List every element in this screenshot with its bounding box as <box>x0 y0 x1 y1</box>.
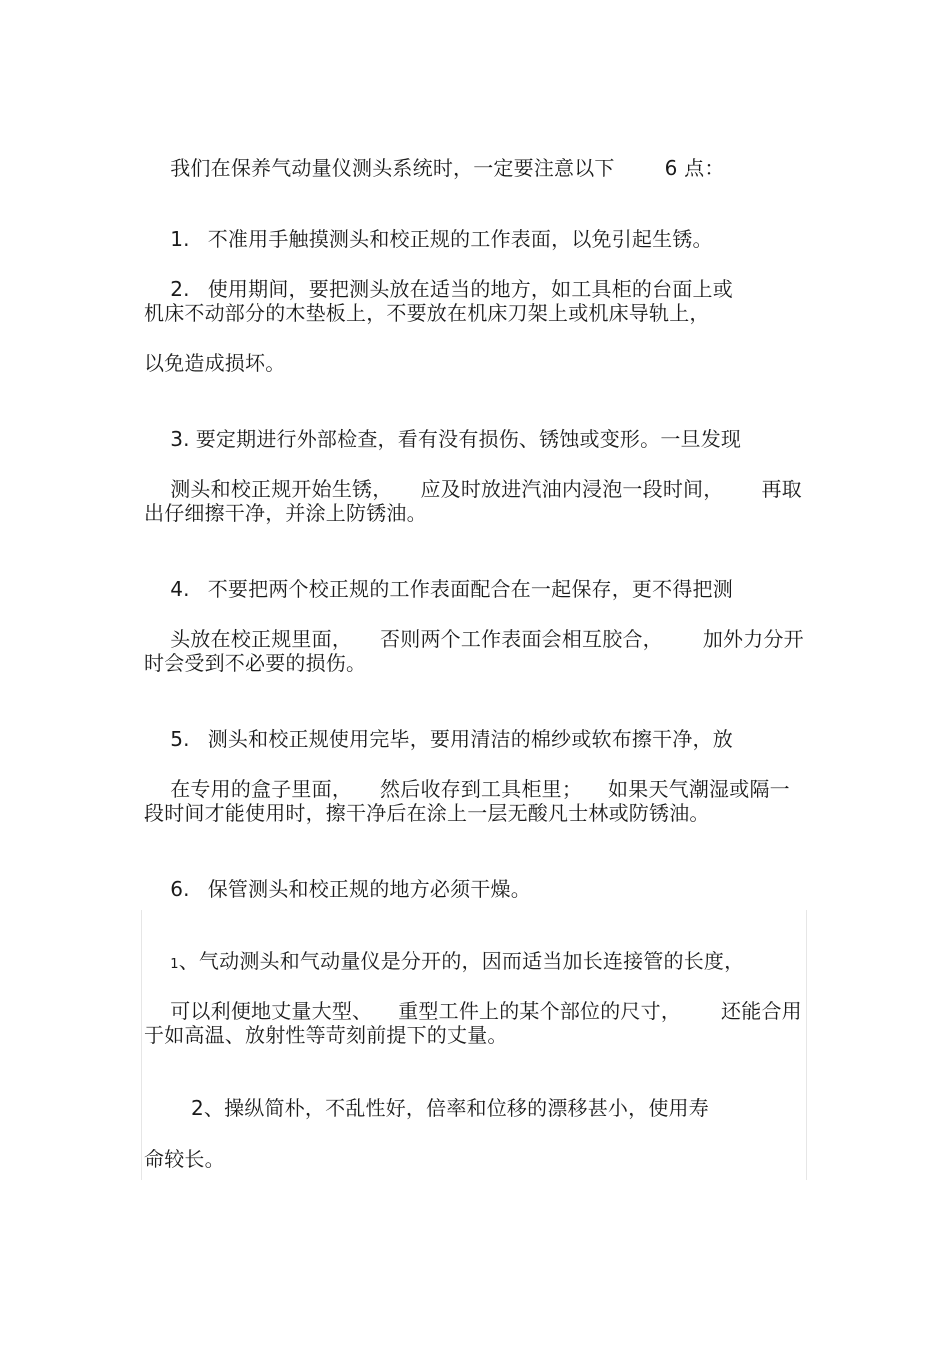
feature-1-line-3: 于如高温、放射性等苛刻前提下的丈量。 <box>144 1023 508 1047</box>
point-4-text-2a: 头放在校正规里面， <box>170 627 353 651</box>
point-3-number: 3. <box>170 427 190 451</box>
intro-count: 6 点： <box>664 156 725 180</box>
intro-text: 我们在保养气动量仪测头系统时，一定要注意以下 <box>170 156 615 180</box>
point-4-line-3: 时会受到不必要的损伤。 <box>144 651 367 675</box>
feature-1-number: 1 <box>170 957 179 972</box>
point-2-line-3: 以免造成损坏。 <box>144 351 286 375</box>
feature-1-text-1: 、气动测头和气动量仪是分开的，因而适当加长连接管的长度， <box>178 949 745 973</box>
point-6 <box>144 850 531 928</box>
point-4-text-2b: 否则两个工作表面会相互胶合， <box>380 627 663 651</box>
intro-line <box>144 129 725 207</box>
point-2-number: 2. <box>170 277 190 301</box>
point-4-number: 4. <box>170 577 190 601</box>
point-5-text-2a: 在专用的盒子里面， <box>170 777 353 801</box>
point-4-text-1: 不要把两个校正规的工作表面配合在一起保存，更不得把测 <box>207 577 733 601</box>
feature-1-text-2a: 可以利便地丈量大型、 <box>170 999 373 1023</box>
box-border-right <box>806 910 807 1180</box>
feature-1-text-2b: 重型工件上的某个部位的尺寸， <box>398 999 682 1023</box>
point-5-text-2b: 然后收存到工具柜里； <box>380 777 583 801</box>
point-6-text: 保管测头和校正规的地方必须干燥。 <box>207 877 531 901</box>
box-border-left <box>141 910 142 1180</box>
point-4-text-2c: 加外力分开 <box>702 627 804 651</box>
point-5-text-1: 测头和校正规使用完毕，要用清洁的棉纱或软布擦干净，放 <box>207 727 733 751</box>
point-3-text-2a: 测头和校正规开始生锈， <box>170 477 393 501</box>
point-5-line-3: 段时间才能使用时，擦干净后在涂上一层无酸凡士林或防锈油。 <box>144 801 710 825</box>
point-3-line-3: 出仔细擦干净，并涂上防锈油。 <box>144 501 427 525</box>
point-3-text-2c: 再取 <box>761 477 802 501</box>
point-3-text-1: 要定期进行外部检查，看有没有损伤、锈蚀或变形。一旦发现 <box>195 427 742 451</box>
point-5-number: 5. <box>170 727 190 751</box>
point-2-text-1: 使用期间，要把测头放在适当的地方，如工具柜的台面上或 <box>207 277 733 301</box>
feature-2-line-1: 2、操纵简朴，不乱性好，倍率和位移的漂移甚小，使用寿 <box>191 1096 709 1120</box>
feature-1-text-2c: 还能合用 <box>721 999 802 1023</box>
point-3-text-2b: 应及时放进汽油内浸泡一段时间， <box>420 477 724 501</box>
point-5-text-2c: 如果天气潮湿或隔一 <box>608 777 790 801</box>
point-2-line-2: 机床不动部分的木垫板上，不要放在机床刀架上或机床导轨上， <box>144 301 710 325</box>
point-6-number: 6. <box>170 877 190 901</box>
point-1-text: 不准用手触摸测头和校正规的工作表面，以免引起生锈。 <box>207 227 713 251</box>
feature-2-line-2: 命较长。 <box>144 1147 225 1171</box>
point-1-number: 1. <box>170 227 190 251</box>
